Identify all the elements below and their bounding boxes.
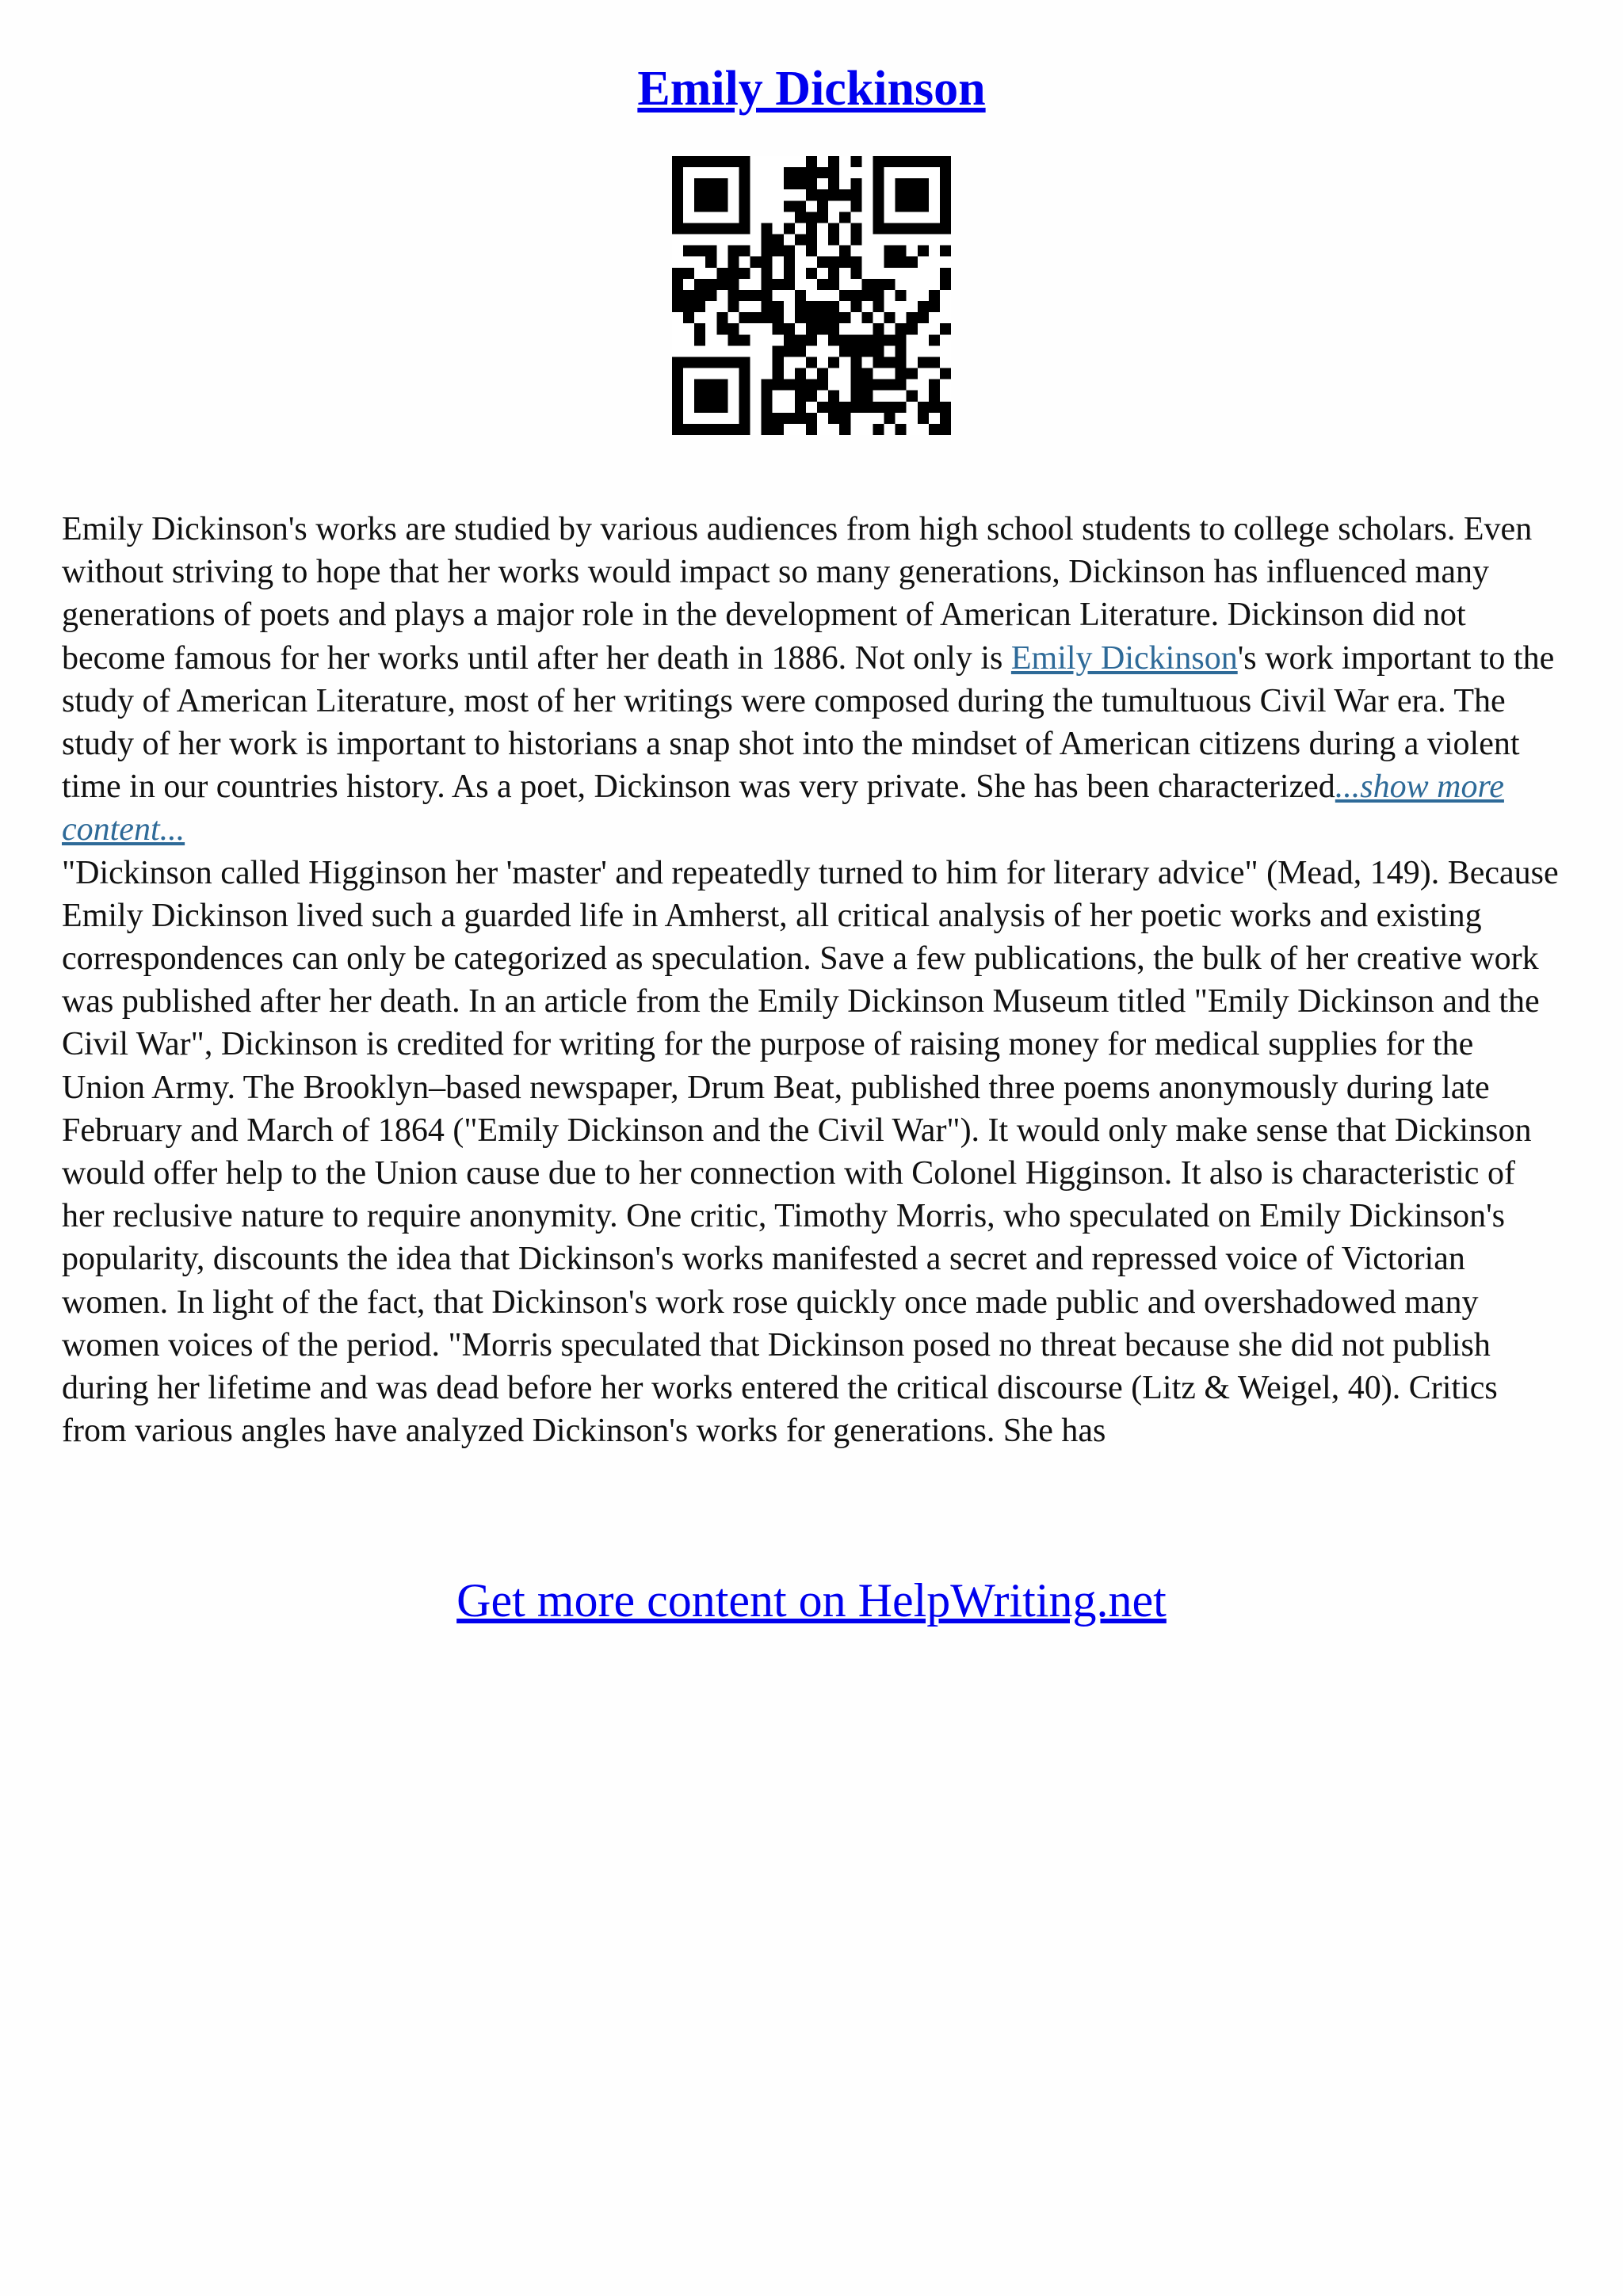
body-text-part-2: 's work important to the study of American Literature, most of her writings were composed during the tumultuous Civil War era. The study of her work is important to historians a snap shot into the mindset of American citizens during a violent time in our countries history. As a poet, Dickinson was very private. She has been characterized [62, 639, 1555, 806]
article-body [62, 508, 1561, 1452]
cta-container [0, 1570, 1623, 1630]
page-title [0, 57, 1623, 120]
show-more-link[interactable]: ...show more content... [62, 769, 1504, 849]
helpwriting-cta-link[interactable]: Get more content on HelpWriting.net [456, 1574, 1167, 1627]
qr-code-image [672, 156, 951, 435]
body-text-part-3: "Dickinson called Higginson her 'master' and repeatedly turned to him for literary advice" (Mead, 149). Because Emily Dickinson lived such a guarded life in Amherst, all critical analysis of her poetic works and existing correspondences can only be categorized as speculation. Save a few publications, the bulk of her creative work was published after her death. In an article from the Emily Dickinson Museum titled "Emily Dickinson and the Civil War", Dickinson is credited for writing for the purpose of raising money for medical supplies for the Union Army. The Brooklyn–based newspaper, Drum Beat, published three poems anonymously during late February and March of 1864 ("Emily Dickinson and the Civil War"). It would only make sense that Dickinson would offer help to the Union cause due to her connection with Colonel Higginson. It also is characteristic of her reclusive nature to require anonymity. One critic, Timothy Morris, who speculated on Emily Dickinson's popularity, discounts the idea that Dickinson's works manifested a secret and repressed voice of Victorian women. In light of the fact, that Dickinson's work rose quickly once made public and overshadowed many women voices of the period. "Morris speculated that Dickinson posed no threat because she did not publish during her lifetime and was dead before her works entered the critical discourse (Litz & Weigel, 40). Critics from various angles have analyzed Dickinson's works for generations. She has [62, 854, 1559, 1450]
title-link[interactable]: Emily Dickinson [637, 62, 986, 116]
emily-dickinson-link[interactable]: Emily Dickinson [1010, 639, 1238, 677]
body-text-part-1: Emily Dickinson's works are studied by various audiences from high school students to college scholars. Even without striving to hope that her works would impact so many generations, Dickinson has influenced many generations of poets and plays a major role in the development of American Literature. Dickinson did not become famous for her works until after her death in 1886. Not only is [62, 511, 1533, 677]
